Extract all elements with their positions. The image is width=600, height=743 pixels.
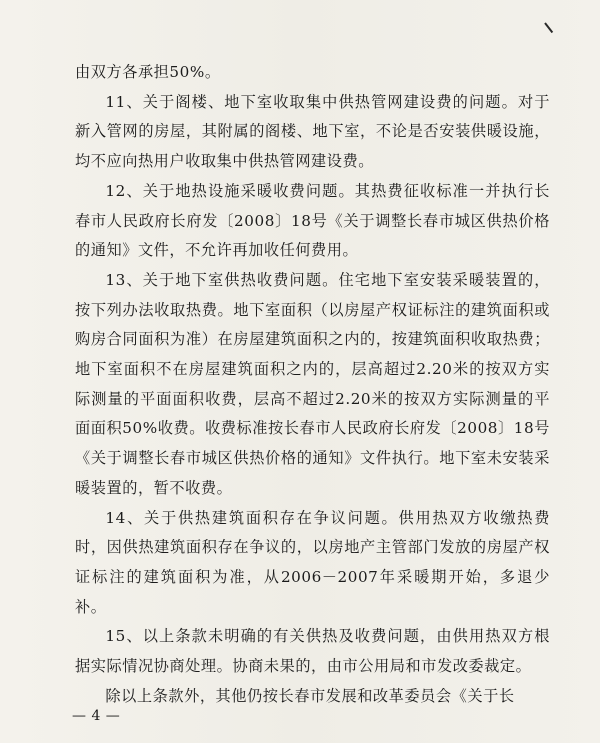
document-body [75, 58, 550, 711]
paragraph-item-13: 13、关于地下室供热收费问题。住宅地下室安装采暖装置的，按下列办法收取热费。地下室面积（以房屋产权证标注的建筑面积或购房合同面积为准）在房屋建筑面积之内的，按建筑面积收取热费；地下室面积不在房屋建筑面积之内的，层高超过2.20米的按双方实际测量的平面面积收费，层高不超过2.20米的按双方实际测量的平面面积50%收费。收费标准按长春市人民政府长府发〔2008〕18号《关于调整长春市城区供热价格的通知》文件执行。地下室未安装采暖装置的，暂不收费。 [75, 270, 550, 497]
pen-mark [544, 22, 553, 33]
paragraph-item-12: 12、关于地热设施采暖收费问题。其热费征收标准一并执行长春市人民政府长府发〔2008〕18号《关于调整长春市城区供热价格的通知》文件，不允许再加收任何费用。 [75, 181, 550, 260]
paragraph-item-14: 14、关于供热建筑面积存在争议问题。供用热双方收缴热费时，因供热建筑面积存在争议的，以房地产主管部门发放的房屋产权证标注的建筑面积为准，从2006－2007年采暖期开始，多退少补。 [75, 508, 550, 616]
paragraph-item-11: 11、关于阁楼、地下室收取集中供热管网建设费的问题。对于新入管网的房屋，其附属的阁楼、地下室，不论是否安装供暖设施，均不应向热用户收取集中供热管网建设费。 [75, 92, 550, 171]
paragraph-continuation: 由双方各承担50%。 [75, 63, 221, 81]
paragraph-closing: 除以上条款外，其他仍按长春市发展和改革委员会《关于长 [105, 686, 515, 705]
page-number: — 4 — [72, 708, 121, 724]
paragraph-item-15: 15、以上条款未明确的有关供热及收费问题，由供用热双方根据实际情况协商处理。协商未果的，由市公用局和市发改委裁定。 [75, 627, 550, 676]
